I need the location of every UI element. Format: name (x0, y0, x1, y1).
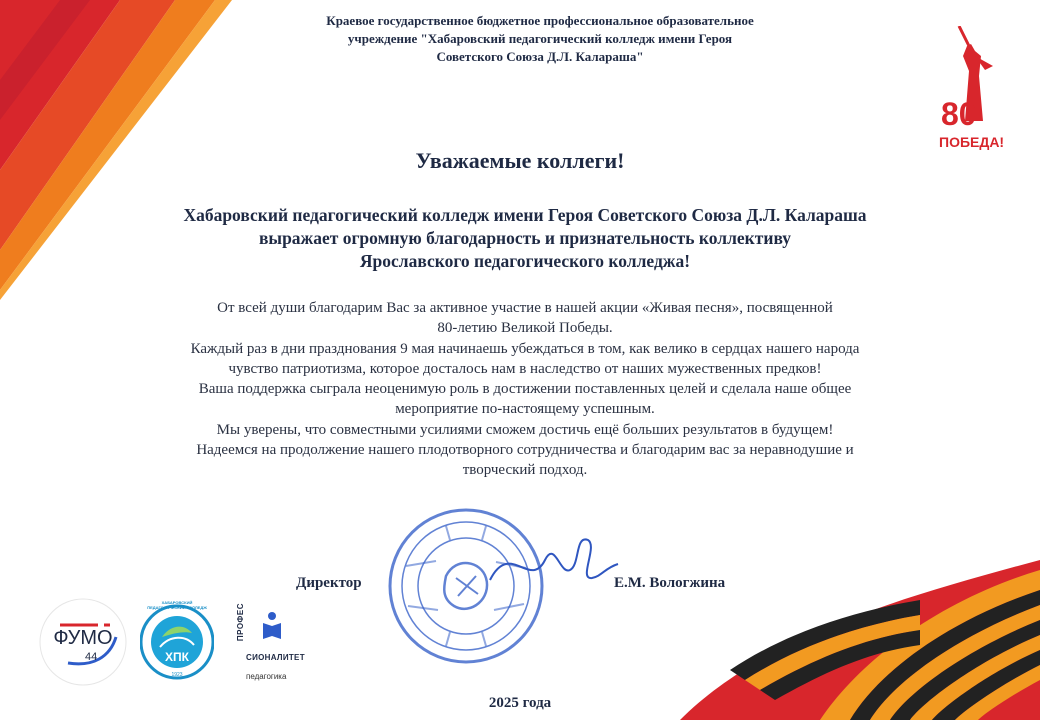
director-name: Е.М. Вологжина (614, 575, 726, 591)
fumo-number: 44 (85, 651, 98, 663)
body-line: Каждый раз в дни празднования 9 мая начинаешь убеждаться в том, как велико в сердцах нашего народа (190, 340, 860, 357)
professionalitet-book-icon (260, 611, 284, 641)
director-label: Директор (296, 575, 362, 591)
professionalitet-subtitle: педагогика (246, 672, 287, 681)
khpk-college-logo (140, 597, 214, 687)
body-line: чувство патриотизма, которое досталось нам в наследство от наших мужественных предков! (228, 360, 822, 377)
header-line: учреждение "Хабаровский педагогический колледж имени Героя (347, 31, 733, 46)
body-line: творческий подход. (462, 462, 588, 479)
body-line: Ваша поддержка сыграла неоценимую роль в достижении поставленных целей и сделала наше общее (198, 381, 852, 398)
letter-lead (100, 204, 950, 273)
professionalitet-side-text: ПРОФЕС (236, 603, 245, 642)
khpk-ring-text: ХАБАРОВСКИЙ ПЕДАГОГИЧЕСКИЙ КОЛЛЕДЖ (147, 600, 207, 610)
body-line: Надеемся на продолжение нашего плодотворного сотрудничества и благодарим вас за неравнодушие и (196, 442, 854, 459)
fumo-label: ФУМО (53, 627, 113, 649)
body-line: Мы уверены, что совместными усилиями сможем достичь ещё больших результатов в будущем! (216, 421, 834, 438)
body-line: мероприятие по-настоящему успешным. (395, 401, 655, 418)
header-line: Краевое государственное бюджетное профессиональное образовательное (326, 13, 754, 28)
director-signature (480, 520, 620, 600)
khpk-year: 1923 (171, 672, 183, 678)
header-line: Советского Союза Д.Л. Калараша" (436, 49, 644, 64)
lead-line: Ярославского педагогического колледжа! (359, 251, 691, 271)
letter-body (90, 298, 960, 481)
body-line: От всей души благодарим Вас за активное участие в нашей акции «Живая песня», посвященной (217, 300, 833, 316)
institution-header (250, 12, 830, 66)
fumo-logo (38, 597, 128, 687)
victory-word: ПОБЕДА! (939, 134, 1005, 150)
lead-line: Хабаровский педагогический колледж имени Героя Советского Союза Д.Л. Калараша (183, 205, 867, 225)
body-line: 80-летию Великой Победы. (437, 320, 613, 337)
victory-80-number: 80 (941, 96, 977, 132)
professionalitet-logo (236, 603, 316, 683)
letter-title: Уважаемые коллеги! (415, 148, 625, 173)
st-george-ribbon-decoration (560, 520, 1040, 720)
lead-line: выражает огромную благодарность и признательность коллективу (258, 228, 792, 248)
letter-year: 2025 года (488, 695, 552, 711)
professionalitet-label: СИОНАЛИТЕТ (246, 653, 305, 662)
khpk-label: ХПК (165, 650, 189, 664)
victory-80-logo (935, 26, 1005, 156)
